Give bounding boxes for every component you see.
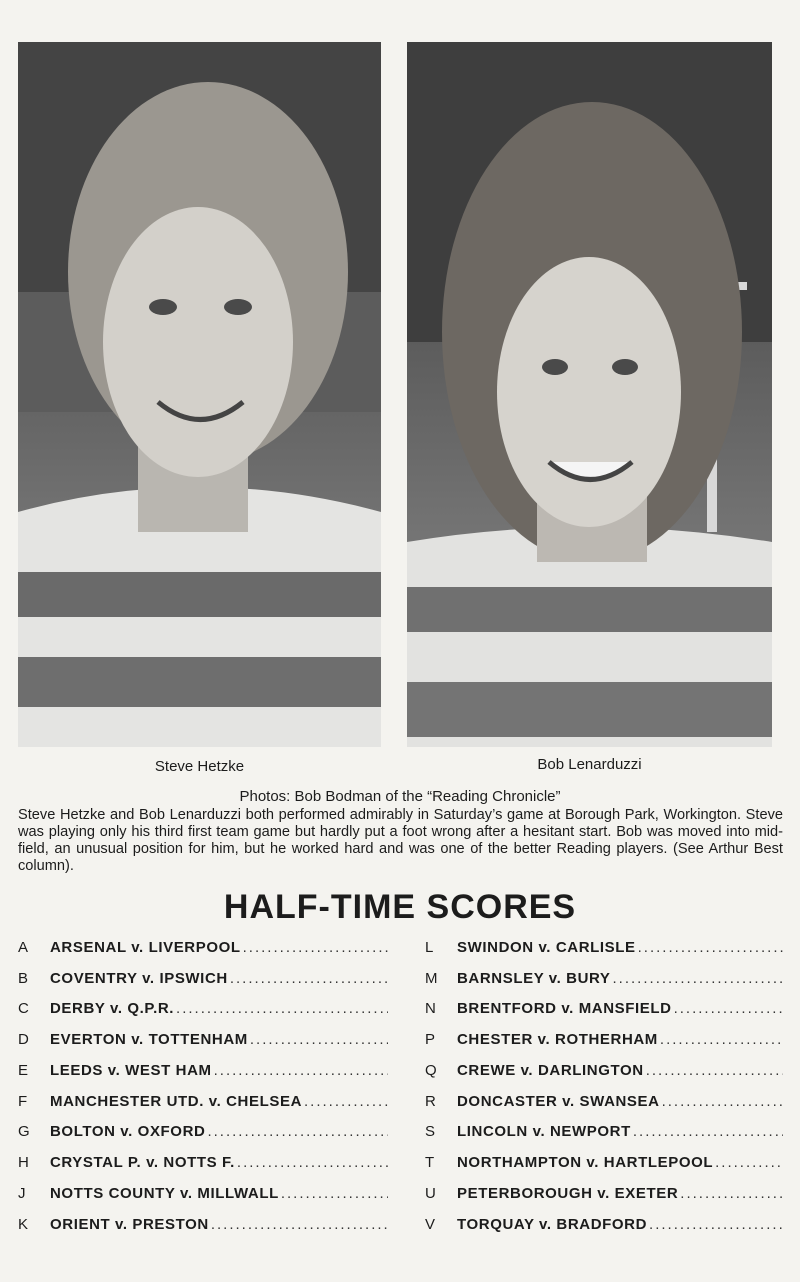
photo-bob-lenarduzzi [407,42,772,747]
score-letter: L [425,938,434,956]
dot-leader [680,1185,783,1202]
score-letter: N [425,1000,436,1018]
score-row [425,1055,783,1086]
dot-leader [304,1093,388,1110]
score-row [18,1024,388,1055]
dot-leader [207,1123,388,1140]
story-paragraph: Steve Hetzke and Bob Lenarduzzi both performed admirably in Saturday’s game at Borough Park, Workington. Steve was playing only his third first team game but hardly put a foot wrong after a hesitant start. Bob was moved into mid-field, an unusual position for him, but he worked hard and was one of the better Reading players. (See Arthur Best column). [18,807,783,874]
score-row [18,994,388,1025]
score-fixture: CRYSTAL P. v. NOTTS F. [50,1154,235,1172]
score-row [18,1086,388,1117]
score-fixture: ARSENAL v. LIVERPOOL [50,938,241,956]
score-letter: D [18,1031,29,1049]
dot-leader [646,1062,783,1079]
score-row [425,1147,783,1178]
score-row [425,994,783,1025]
score-row [425,932,783,963]
score-letter: J [18,1184,26,1202]
score-letter: U [425,1184,436,1202]
score-letter: R [425,1092,436,1110]
score-row [18,1209,388,1240]
portrait-illustration [18,42,381,747]
score-fixture: DONCASTER v. SWANSEA [457,1092,660,1110]
score-fixture: COVENTRY v. IPSWICH [50,969,228,987]
score-letter: P [425,1031,436,1049]
score-fixture: LEEDS v. WEST HAM [50,1061,212,1079]
score-letter: M [425,969,438,987]
dot-leader [649,1216,783,1233]
score-fixture: TORQUAY v. BRADFORD [457,1215,648,1233]
dot-leader [662,1093,783,1110]
score-row [18,932,388,963]
score-fixture: CREWE v. DARLINGTON [457,1061,644,1079]
score-fixture: BOLTON v. OXFORD [50,1123,206,1141]
dot-leader [281,1185,388,1202]
score-row [18,963,388,994]
photo-caption-right: Bob Lenarduzzi [537,756,642,773]
scores-heading: HALF-TIME SCORES [223,888,577,926]
score-letter: F [18,1092,28,1110]
score-letter: K [18,1215,29,1233]
dot-leader [613,970,783,987]
score-row [425,1178,783,1209]
score-row [425,1209,783,1240]
score-letter: Q [425,1061,437,1079]
score-fixture: ORIENT v. PRESTON [50,1215,209,1233]
dot-leader [715,1154,783,1171]
score-row [18,1117,388,1148]
portrait-illustration [407,42,772,747]
score-letter: C [18,1000,29,1018]
score-letter: E [18,1061,29,1079]
score-fixture: BARNSLEY v. BURY [457,969,611,987]
score-fixture: BRENTFORD v. MANSFIELD [457,1000,672,1018]
score-row [425,1117,783,1148]
score-fixture: PETERBOROUGH v. EXETER [457,1184,679,1202]
score-row [18,1178,388,1209]
score-fixture: NORTHAMPTON v. HARTLEPOOL [457,1154,714,1172]
score-row [425,963,783,994]
dot-leader [633,1123,783,1140]
photo-caption-left: Steve Hetzke [154,758,245,775]
dot-leader [237,1154,388,1171]
score-letter: A [18,938,29,956]
dot-leader [214,1062,388,1079]
dot-leader [638,939,783,956]
dot-leader [230,970,388,987]
score-fixture: NOTTS COUNTY v. MILLWALL [50,1184,279,1202]
photo-credit: Photos: Bob Bodman of the “Reading Chronicle” [239,788,561,805]
dot-leader [176,1000,388,1017]
score-letter: B [18,969,29,987]
score-row [18,1147,388,1178]
score-fixture: EVERTON v. TOTTENHAM [50,1031,248,1049]
scores-column-left [18,932,388,1240]
score-row [18,1055,388,1086]
score-fixture: MANCHESTER UTD. v. CHELSEA [50,1092,303,1110]
score-letter: S [425,1123,436,1141]
dot-leader [211,1216,388,1233]
scores-column-right [425,932,783,1240]
dot-leader [674,1000,783,1017]
score-fixture: DERBY v. Q.P.R. [50,1000,175,1018]
score-fixture: LINCOLN v. NEWPORT [457,1123,631,1141]
score-fixture: SWINDON v. CARLISLE [457,938,636,956]
dot-leader [250,1031,388,1048]
score-letter: G [18,1123,30,1141]
score-letter: V [425,1215,436,1233]
dot-leader [243,939,388,956]
score-row [425,1086,783,1117]
score-row [425,1024,783,1055]
photo-steve-hetzke [18,42,381,747]
score-letter: T [425,1154,435,1172]
score-letter: H [18,1154,29,1172]
score-fixture: CHESTER v. ROTHERHAM [457,1031,658,1049]
dot-leader [660,1031,783,1048]
